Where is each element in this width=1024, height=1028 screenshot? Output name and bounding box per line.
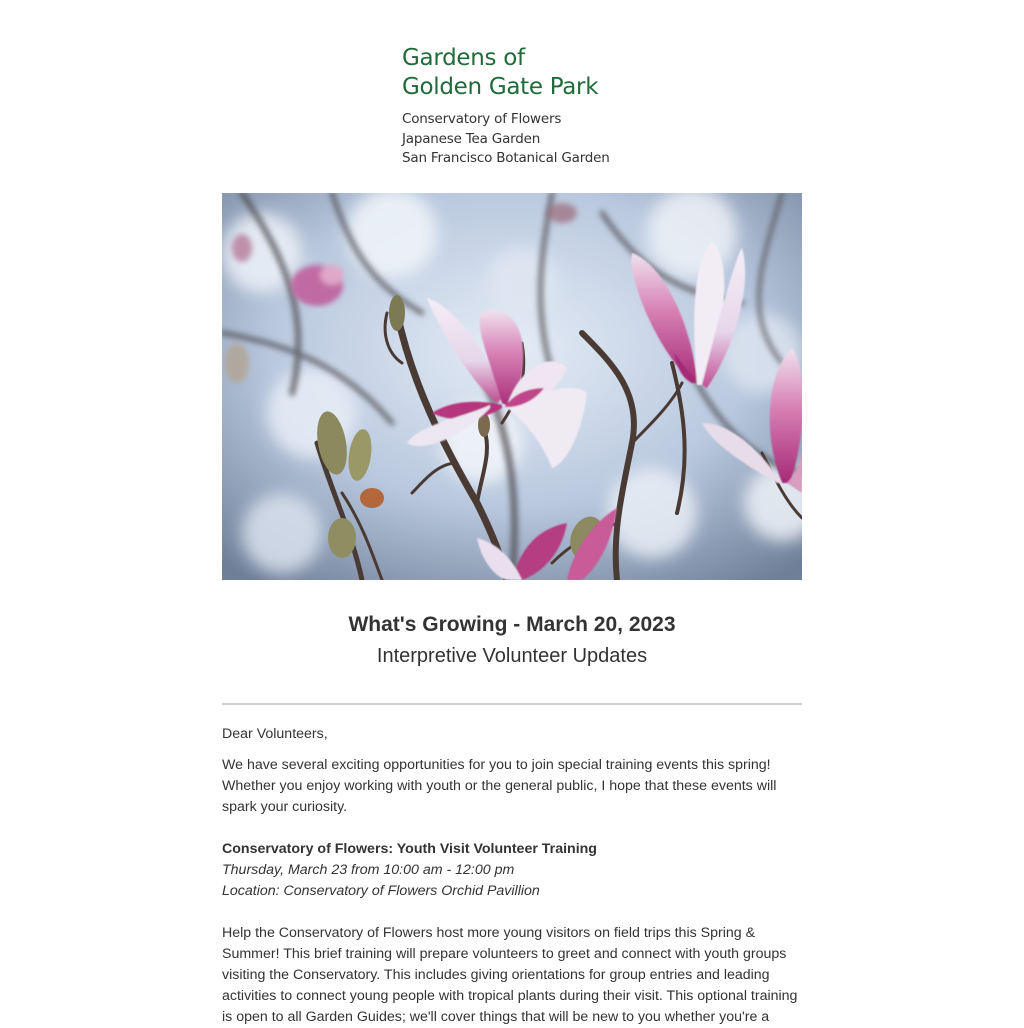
logo-title-line2: Golden Gate Park (402, 74, 599, 100)
logo-title-line1: Gardens of (402, 45, 525, 71)
section-divider (222, 703, 802, 705)
garden-list (402, 110, 702, 169)
event-title: Conservatory of Flowers: Youth Visit Volunteer Training (222, 841, 597, 857)
site-logo[interactable] (402, 44, 702, 169)
event-date: Thursday, March 23 from 10:00 am - 12:00 pm (222, 862, 515, 878)
greeting: Dear Volunteers, (222, 726, 328, 742)
newsletter-body (222, 724, 802, 1028)
hero-image-magnolia[interactable] (222, 193, 802, 580)
event-description: Help the Conservatory of Flowers host more young visitors on field trips this Spring & Summer! This brief training will prepare volunteers to greet and connect with youth groups visiting the Conservatory. This includes giving orientations for group entries and leading activities to connect young people with tropical plants during their visit. This optional training is open to all Garden Guides; we'll cover things that will be new to you whether you're a (222, 925, 798, 1025)
newsletter-subtitle: Interpretive Volunteer Updates (376, 645, 648, 667)
newsletter-header (222, 610, 802, 672)
logo-title (402, 44, 702, 102)
garden-name: San Francisco Botanical Garden (402, 150, 610, 166)
event-details (222, 839, 802, 902)
intro-paragraph: We have several exciting opportunities for you to join special training events this spring! Whether you enjoy working with youth or the general public, I hope that these events will spark your curiosity. (222, 757, 777, 815)
newsletter-title: What's Growing - March 20, 2023 (348, 613, 676, 636)
garden-name: Japanese Tea Garden (402, 130, 541, 147)
event-location: Location: Conservatory of Flowers Orchid Pavillion (222, 883, 540, 899)
garden-name: Conservatory of Flowers (402, 111, 562, 127)
